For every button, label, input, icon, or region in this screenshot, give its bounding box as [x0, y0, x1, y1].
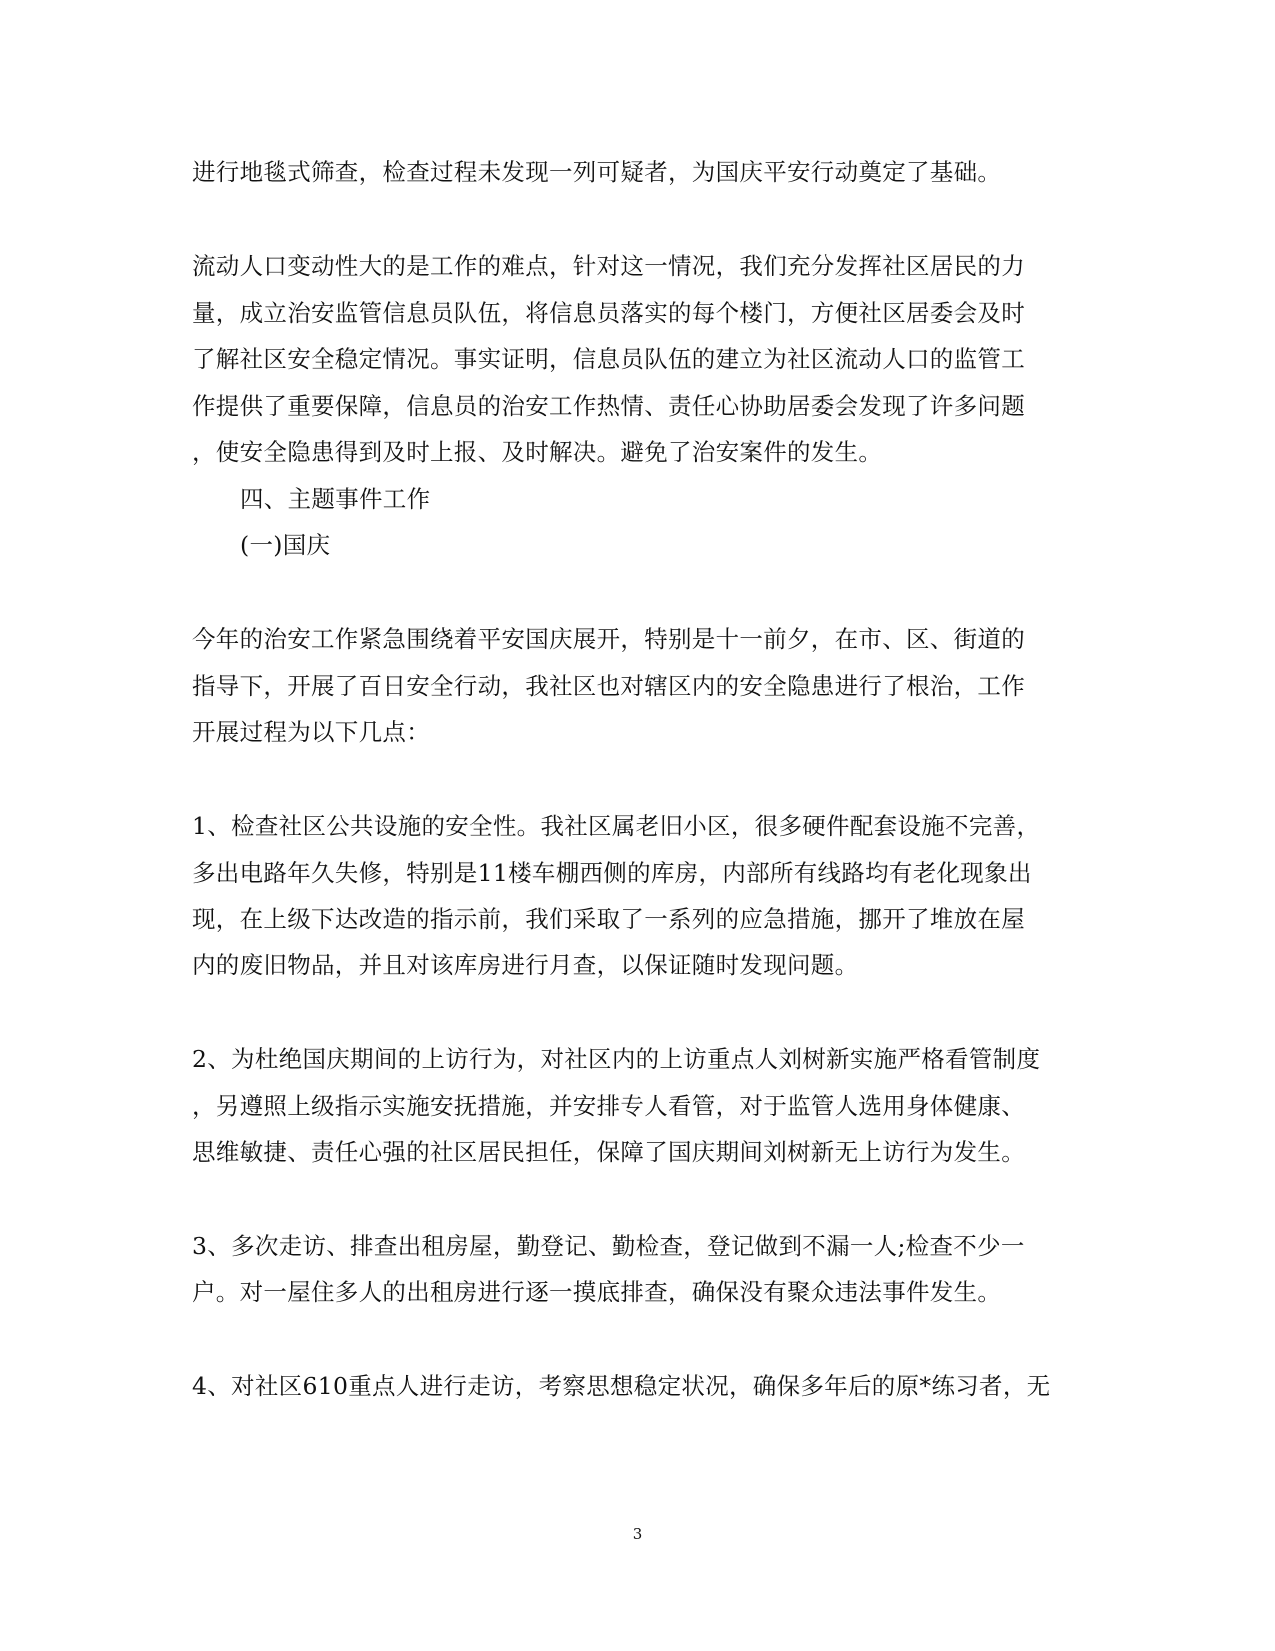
text-line: 了解社区安全稳定情况。事实证明，信息员队伍的建立为社区流动人口的监管工	[192, 345, 1025, 373]
list-item-line: 多出电路年久失修，特别是11楼车棚西侧的库房，内部所有线路均有老化现象出	[192, 859, 1032, 887]
text-line: 开展过程为以下几点：	[192, 718, 430, 746]
list-item-line: 现，在上级下达改造的指示前，我们采取了一系列的应急措施，挪开了堆放在屋	[192, 905, 1025, 933]
list-item-line: 思维敏捷、责任心强的社区居民担任，保障了国庆期间刘树新无上访行为发生。	[192, 1138, 1025, 1166]
subsection-heading: (一)国庆	[240, 531, 331, 559]
list-item-line: 4、对社区610重点人进行走访，考察思想稳定状况，确保多年后的原*练习者，无	[192, 1372, 1051, 1400]
text-line: 量，成立治安监管信息员队伍，将信息员落实的每个楼门，方便社区居委会及时	[192, 299, 1025, 327]
text-line: 流动人口变动性大的是工作的难点，针对这一情况，我们充分发挥社区居民的力	[192, 252, 1025, 280]
list-item-line: 3、多次走访、排查出租房屋，勤登记、勤检查，登记做到不漏一人;检查不少一	[192, 1232, 1025, 1260]
section-heading: 四、主题事件工作	[240, 485, 431, 513]
page-number: 3	[632, 1525, 643, 1543]
list-item-line: 内的废旧物品，并且对该库房进行月查，以保证随时发现问题。	[192, 951, 859, 979]
text-line: 进行地毯式筛查，检查过程未发现一列可疑者，为国庆平安行动奠定了基础。	[192, 158, 1002, 186]
text-line: 今年的治安工作紧急围绕着平安国庆展开，特别是十一前夕，在市、区、街道的	[192, 625, 1025, 653]
list-item-line: ，另遵照上级指示实施安抚措施，并安排专人看管，对于监管人选用身体健康、	[192, 1092, 1025, 1120]
text-line: ，使安全隐患得到及时上报、及时解决。避免了治安案件的发生。	[192, 438, 883, 466]
list-item-line: 2、为杜绝国庆期间的上访行为，对社区内的上访重点人刘树新实施严格看管制度	[192, 1045, 1041, 1073]
list-item-line: 1、检查社区公共设施的安全性。我社区属老旧小区，很多硬件配套设施不完善，	[192, 812, 1041, 840]
text-line: 作提供了重要保障，信息员的治安工作热情、责任心协助居委会发现了许多问题	[192, 392, 1025, 420]
list-item-line: 户。对一屋住多人的出租房进行逐一摸底排查，确保没有聚众违法事件发生。	[192, 1278, 1002, 1306]
text-line: 指导下，开展了百日安全行动，我社区也对辖区内的安全隐患进行了根治，工作	[192, 672, 1025, 700]
